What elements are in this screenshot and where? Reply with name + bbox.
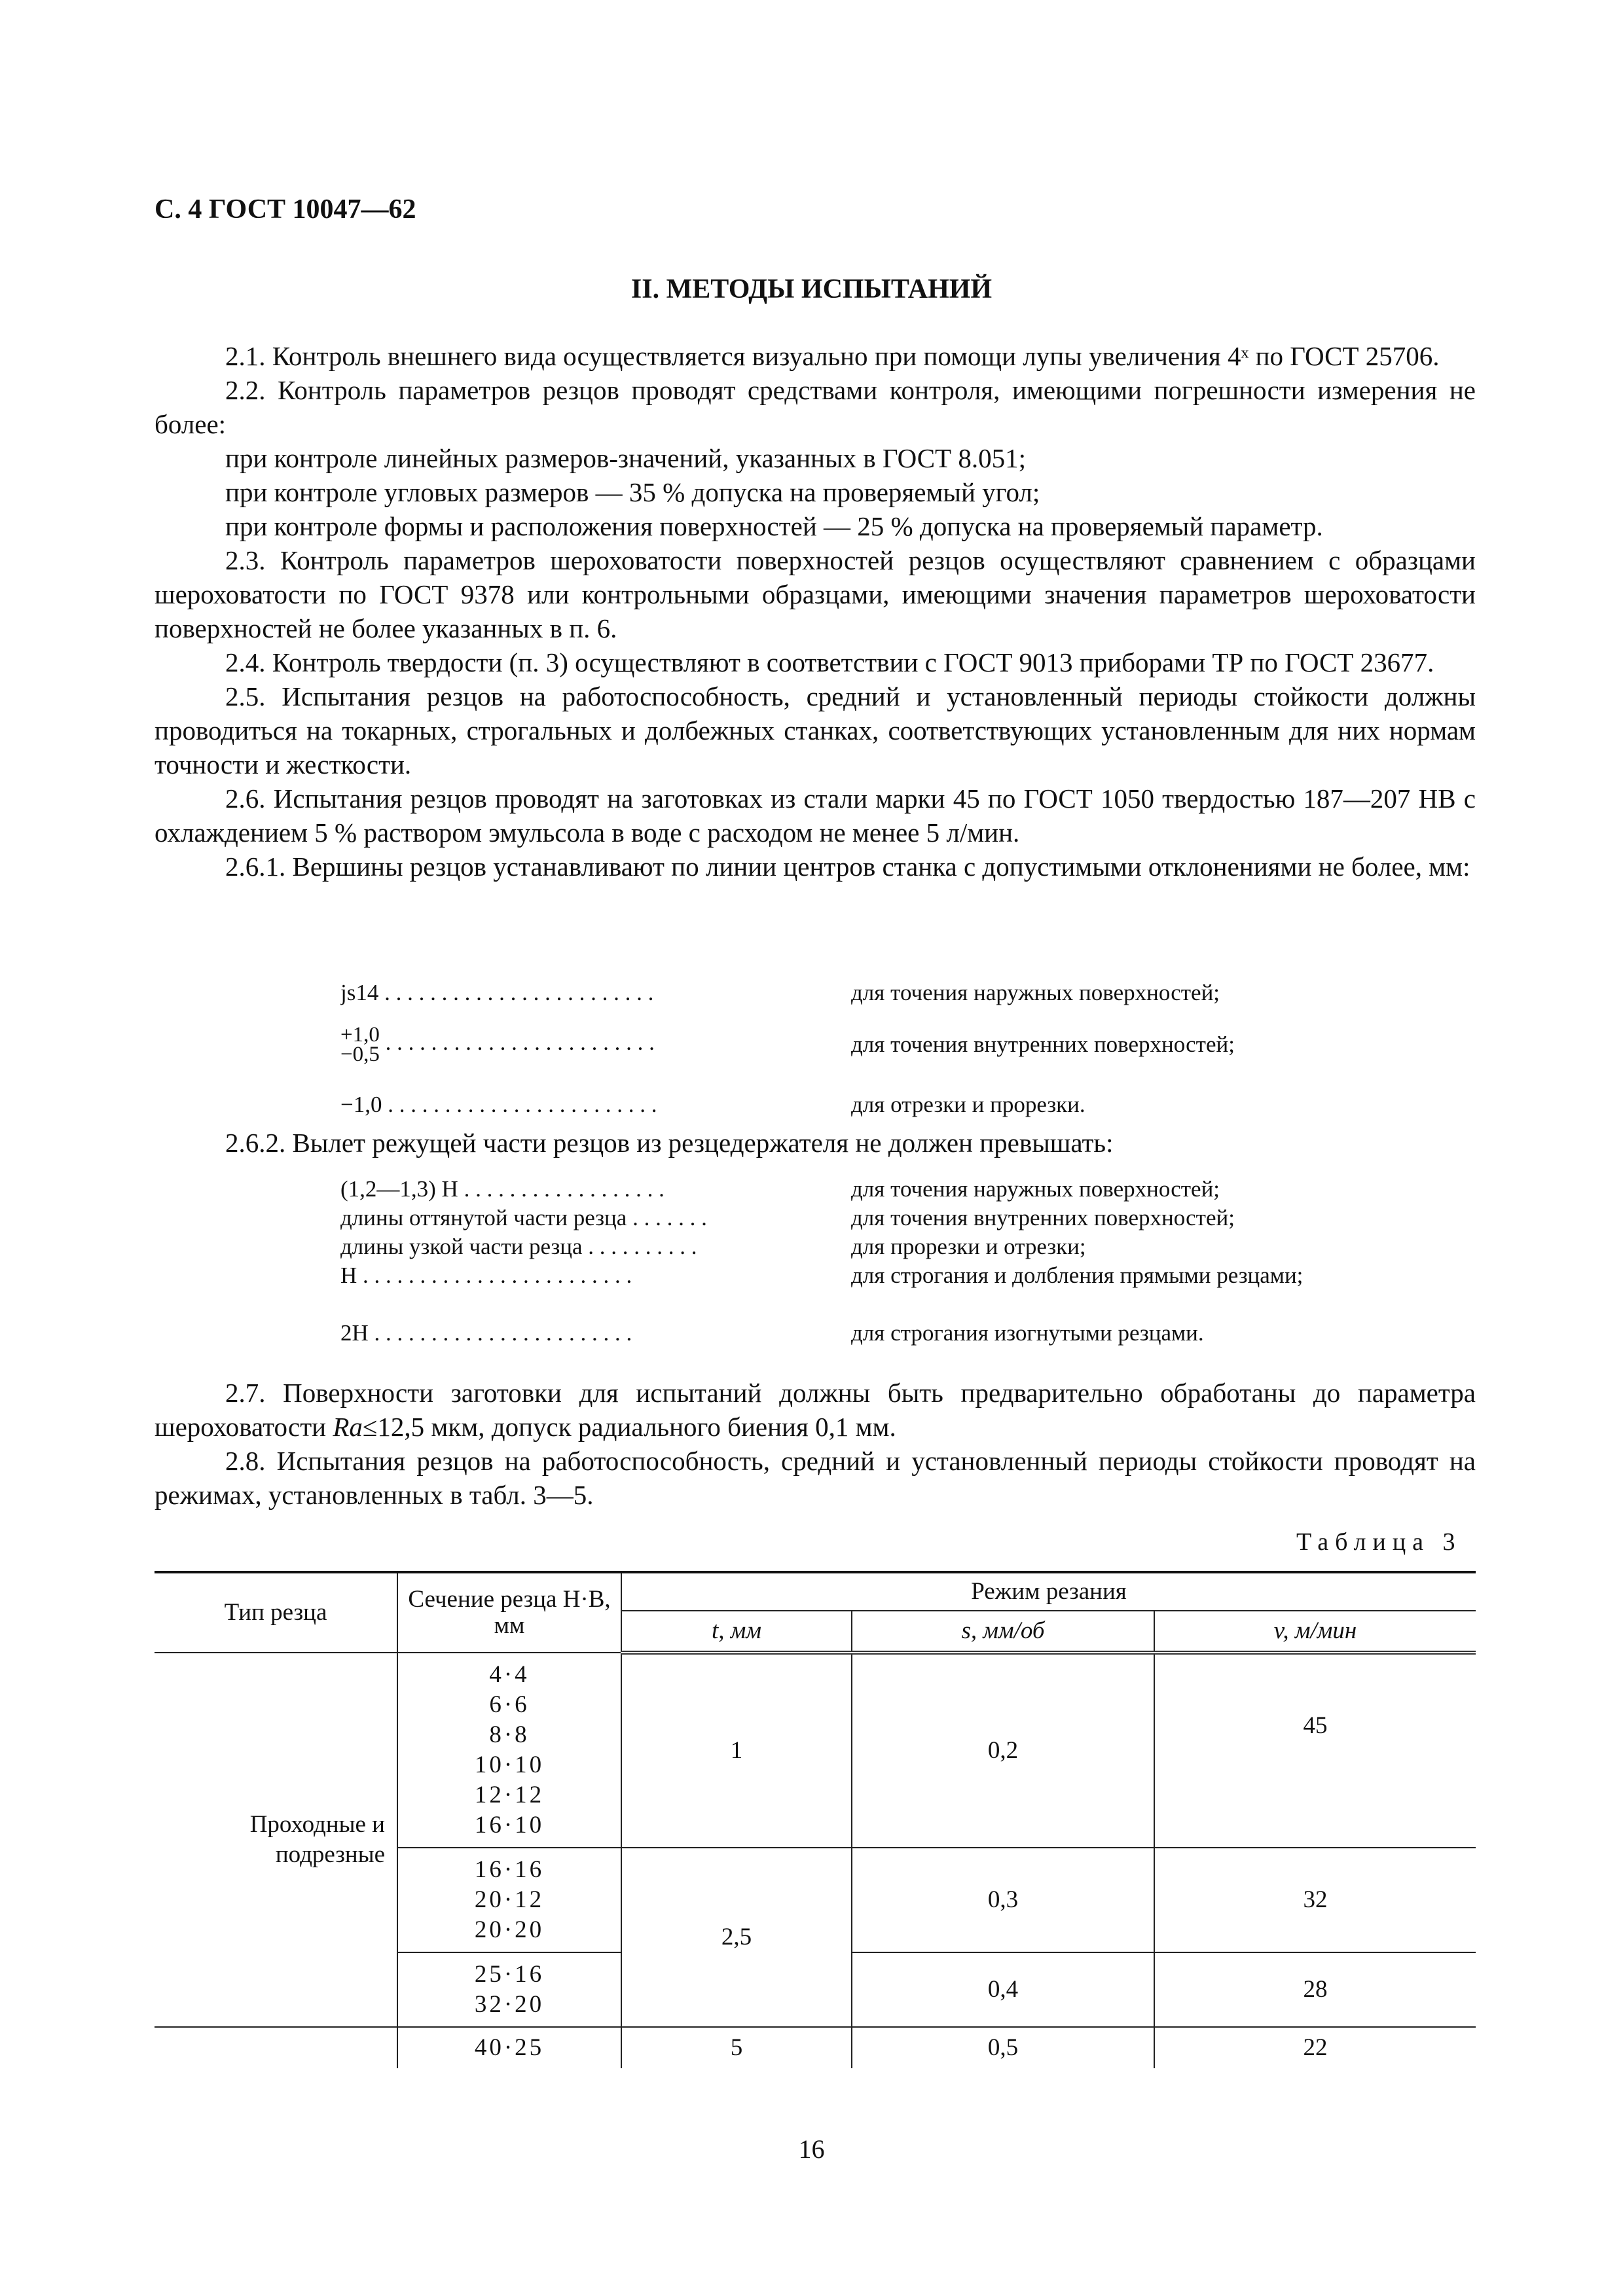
header-t: t, мм (621, 1611, 852, 1653)
leader-dots: . . . . . . . . . . . . . . . . . . . . . . . (368, 1320, 632, 1346)
table-row (155, 1653, 1476, 1848)
overhang-value: длины оттянутой части резца (340, 1205, 627, 1230)
paragraph-2-2-a: при контроле линейных размеров-значений, указанных в ГОСТ 8.051; (225, 443, 1026, 473)
table-3 (155, 1571, 1476, 2068)
cell-type: Проходные и подрезные (155, 1653, 397, 2027)
overhang-desc: для точения внутренних поверхностей; (851, 1205, 1235, 1230)
overhang-desc: для точения наружных поверхностей; (851, 1176, 1220, 1202)
cell-s: 0,3 (852, 1848, 1154, 1952)
overhang-value: Н (340, 1263, 357, 1288)
paragraph-2-1: 2.1. Контроль внешнего вида осуществляется визуально при помощи лупы увеличения 4ˣ по ГОСТ 25706. (225, 341, 1440, 371)
header-v: v, м/мин (1154, 1611, 1476, 1653)
paragraph-2-6-1: 2.6.1. Вершины резцов устанавливают по линии центров станка с допустимыми отклонениями не более, мм: (225, 852, 1470, 882)
cell-v: 45 (1154, 1653, 1476, 1848)
overhang-value: длины узкой части резца (340, 1234, 583, 1259)
tolerance-desc: для отрезки и прорезки. (851, 1092, 1085, 1117)
tolerance-stack (340, 1025, 380, 1064)
paragraph-2-7-end: ≤12,5 мкм, допуск радиального биения 0,1 мм. (362, 1412, 896, 1442)
overhang-value: (1,2—1,3) Н (340, 1176, 458, 1202)
body-text (155, 339, 1476, 884)
header-mode: Режим резания (621, 1572, 1476, 1611)
leader-dots: . . . . . . . (627, 1205, 707, 1230)
body-text-lower (155, 1376, 1476, 1512)
cell-sections: 16·16 20·12 20·20 (397, 1848, 621, 1952)
tolerance-desc: для точения наружных поверхностей; (851, 980, 1220, 1005)
paragraph-2-8: 2.8. Испытания резцов на работоспособность, средний и установленный периоды стойкости проводят на режимах, установленных в табл. 3—5. (155, 1446, 1476, 1510)
cell-s: 0,5 (852, 2027, 1154, 2068)
tolerance-value: js14 (340, 980, 379, 1005)
leader-dots: . . . . . . . . . . . . . . . . . . . . . . . . (379, 1030, 655, 1056)
tolerance-desc: для точения внутренних поверхностей; (851, 1031, 1235, 1057)
cell-v: 22 (1154, 2027, 1476, 2068)
tolerance-value: −1,0 (340, 1092, 382, 1117)
table-row (155, 2027, 1476, 2068)
overhang-desc: для прорезки и отрезки; (851, 1234, 1086, 1259)
cell-s: 0,4 (852, 1952, 1154, 2027)
cell-t: 5 (621, 2027, 852, 2068)
paragraph-2-5: 2.5. Испытания резцов на работоспособность, средний и установленный периоды стойкости должны проводиться на токарных, строгальных и долбежных станках, соответствующих установленным для них нормам точности и жесткости. (155, 681, 1476, 780)
header-type: Тип резца (155, 1572, 397, 1653)
leader-dots: . . . . . . . . . . . . . . . . . . . . . . . . (357, 1263, 632, 1288)
paragraph-2-2-b: при контроле угловых размеров — 35 % допуска на проверяемый угол; (225, 477, 1040, 507)
document-header: С. 4 ГОСТ 10047—62 (155, 194, 416, 224)
paragraph-2-6-2: 2.6.2. Вылет режущей части резцов из резцедержателя не должен превышать: (225, 1128, 1114, 1158)
header-s: s, мм/об (852, 1611, 1154, 1653)
leader-dots: . . . . . . . . . . (582, 1234, 697, 1259)
paragraph-2-6: 2.6. Испытания резцов проводят на заготовках из стали марки 45 по ГОСТ 1050 твердостью 187—207 НВ с охлаждением 5 % раствором эмульсола в воде с расходом не менее 5 л/мин. (155, 783, 1476, 848)
tolerance-lower: −0,5 (340, 1043, 380, 1064)
leader-dots: . . . . . . . . . . . . . . . . . . (458, 1176, 665, 1202)
cell-sections: 4·4 6·6 8·8 10·10 12·12 16·10 (397, 1653, 621, 1848)
cell-sections: 40·25 (397, 2027, 621, 2068)
page-number: 16 (798, 2134, 825, 2164)
table-title: Таблица 3 (1296, 1528, 1462, 1556)
header-section: Сечение резца Н·В, мм (397, 1572, 621, 1653)
cell-s: 0,2 (852, 1653, 1154, 1848)
cell-t: 1 (621, 1653, 852, 1848)
cell-t: 2,5 (621, 1848, 852, 2027)
cell-sections: 25·16 32·20 (397, 1952, 621, 2027)
paragraph-2-7 (155, 1376, 1476, 1444)
overhang-desc: для строгания и долбления прямыми резцами; (851, 1263, 1304, 1288)
paragraph-2-7-start: 2.7. Поверхности заготовки для испытаний должны быть предварительно обработаны до параметра шероховатости (155, 1378, 1476, 1442)
paragraph-2-4: 2.4. Контроль твердости (п. 3) осуществляют в соответствии с ГОСТ 9013 приборами ТР по ГОСТ 23677. (225, 647, 1434, 677)
leader-dots: . . . . . . . . . . . . . . . . . . . . . . . . (378, 980, 654, 1005)
cell-v: 28 (1154, 1952, 1476, 2027)
overhang-value: 2Н (340, 1320, 369, 1346)
tolerance-upper: +1,0 (340, 1025, 380, 1047)
overhang-desc: для строгания изогнутыми резцами. (851, 1320, 1204, 1346)
paragraph-2-2: 2.2. Контроль параметров резцов проводят средствами контроля, имеющими погрешности измерения не более: (155, 375, 1476, 439)
section-title: II. МЕТОДЫ ИСПЫТАНИЙ (630, 274, 993, 304)
leader-dots: . . . . . . . . . . . . . . . . . . . . . . . . (382, 1092, 657, 1117)
cell-v: 32 (1154, 1848, 1476, 1952)
paragraph-2-2-c: при контроле формы и расположения поверхностей — 25 % допуска на проверяемый параметр. (225, 511, 1323, 541)
paragraph-2-3: 2.3. Контроль параметров шероховатости поверхностей резцов осуществляют сравнением с образцами шероховатости по ГОСТ 9378 или контрольными образцами, имеющими значения параметров шероховатости поверхностей не более указанных в п. 6. (155, 545, 1476, 643)
ra-symbol: Ra (333, 1412, 363, 1442)
